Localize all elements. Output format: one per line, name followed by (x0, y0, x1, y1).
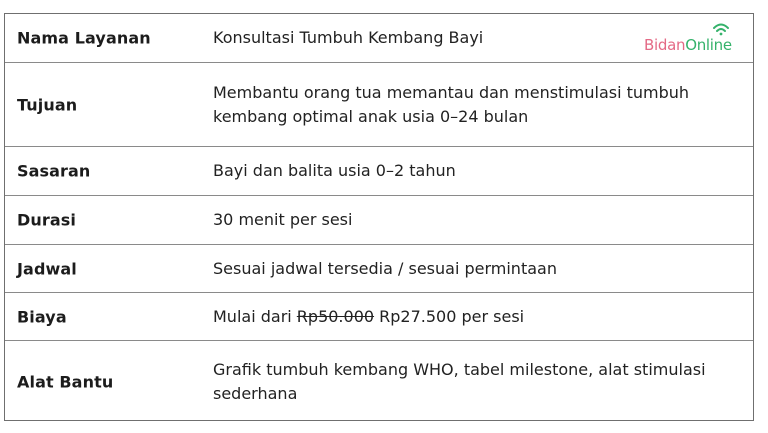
row-value-price (213, 305, 723, 329)
table-row-sasaran (5, 146, 753, 195)
service-info-table (4, 13, 754, 421)
old-price: Rp50.000 (296, 306, 375, 326)
row-value: Bayi dan balita usia 0–2 tahun (213, 161, 456, 180)
price-prefix: Mulai dari (213, 306, 297, 326)
row-label: Tujuan (17, 95, 78, 114)
table-row-nama-layanan (5, 14, 753, 62)
table-row-biaya (5, 292, 753, 340)
row-value: Konsultasi Tumbuh Kembang Bayi (213, 28, 484, 47)
row-label: Biaya (17, 307, 67, 326)
table-row-tujuan (5, 62, 753, 146)
row-value: Sesuai jadwal tersedia / sesuai permintaan (213, 258, 557, 278)
row-value: Grafik tumbuh kembang WHO, tabel milestone, alat stimulasi sederhana (213, 359, 706, 403)
table-row-durasi (5, 195, 753, 244)
table-row-alat-bantu (5, 340, 753, 422)
new-price: Rp27.500 per sesi (374, 306, 525, 326)
table-row-jadwal (5, 244, 753, 292)
row-value: 30 menit per sesi (213, 210, 353, 229)
wifi-icon (712, 22, 730, 36)
logo-wordmark: BidanOnline (644, 36, 732, 54)
row-label: Nama Layanan (17, 28, 151, 48)
row-value: Membantu orang tua memantau dan menstimulasi tumbuh kembang optimal anak usia 0–24 bulan (213, 82, 690, 126)
row-label: Jadwal (17, 259, 77, 278)
row-label: Sasaran (17, 161, 91, 181)
row-label: Durasi (17, 210, 76, 230)
bidanonline-logo (644, 22, 744, 58)
row-label: Alat Bantu (17, 372, 114, 391)
